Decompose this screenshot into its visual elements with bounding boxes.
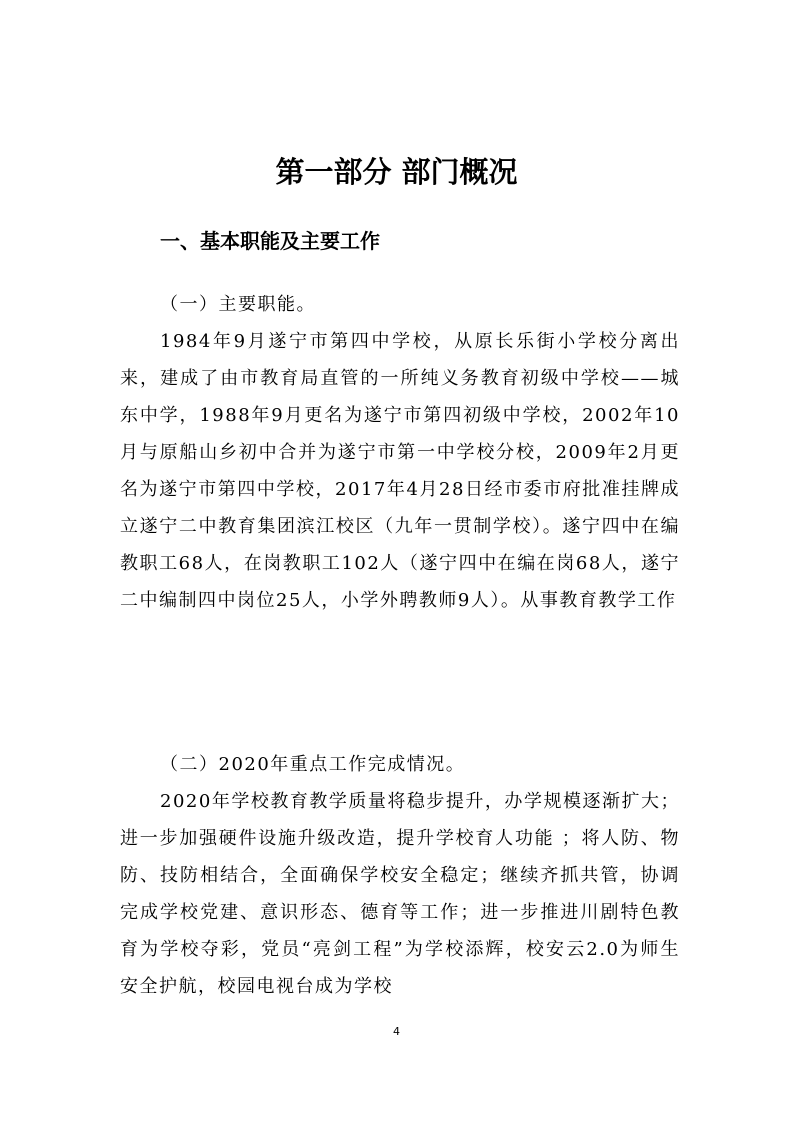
paragraph-text: 2020年学校教育教学质量将稳步提升，办学规模逐渐扩大；进一步加强硬件设施升级改造，提升学校育人功能 ；将人防、物防、技防相结合，全面确保学校安全稳定；继续齐抓共管，协调完成学校党建、意识形态、德育等工作；进一步推进川剧特色教育为学校夺彩，党员“亮剑工程”为学校添辉，校安云2.0为师生安全护航，校园电视台成为学校 [120, 791, 680, 997]
paragraph-text: 1984年9月遂宁市第四中学校，从原长乐街小学校分离出来，建成了由市教育局直管的一所纯义务教育初级中学校——城东中学，1988年9月更名为遂宁市第四初级中学校，2002年10月与原船山乡初中合并为遂宁市第一中学校分校，2009年2月更名为遂宁市第四中学校，2017年4月28日经市委市府批准挂牌成立遂宁二中教育集团滨江校区（九年一贯制学校）。遂宁四中在编教职工68人，在岗教职工102人（遂宁四中在编在岗68人，遂宁二中编制四中岗位25人，小学外聘教师9人）。从事教育教学工作 [120, 331, 680, 611]
subsection-heading-main-functions: （一）主要职能。 [160, 294, 316, 315]
page-number: 4 [393, 1025, 400, 1038]
subsection-heading-2020-work: （二）2020年重点工作完成情况。 [160, 754, 466, 775]
page-title: 第一部分 部门概况 [275, 155, 518, 189]
paragraph-main-functions [120, 323, 680, 619]
section-heading-basic-functions: 一、基本职能及主要工作 [160, 229, 380, 253]
paragraph-2020-work [120, 783, 680, 1005]
